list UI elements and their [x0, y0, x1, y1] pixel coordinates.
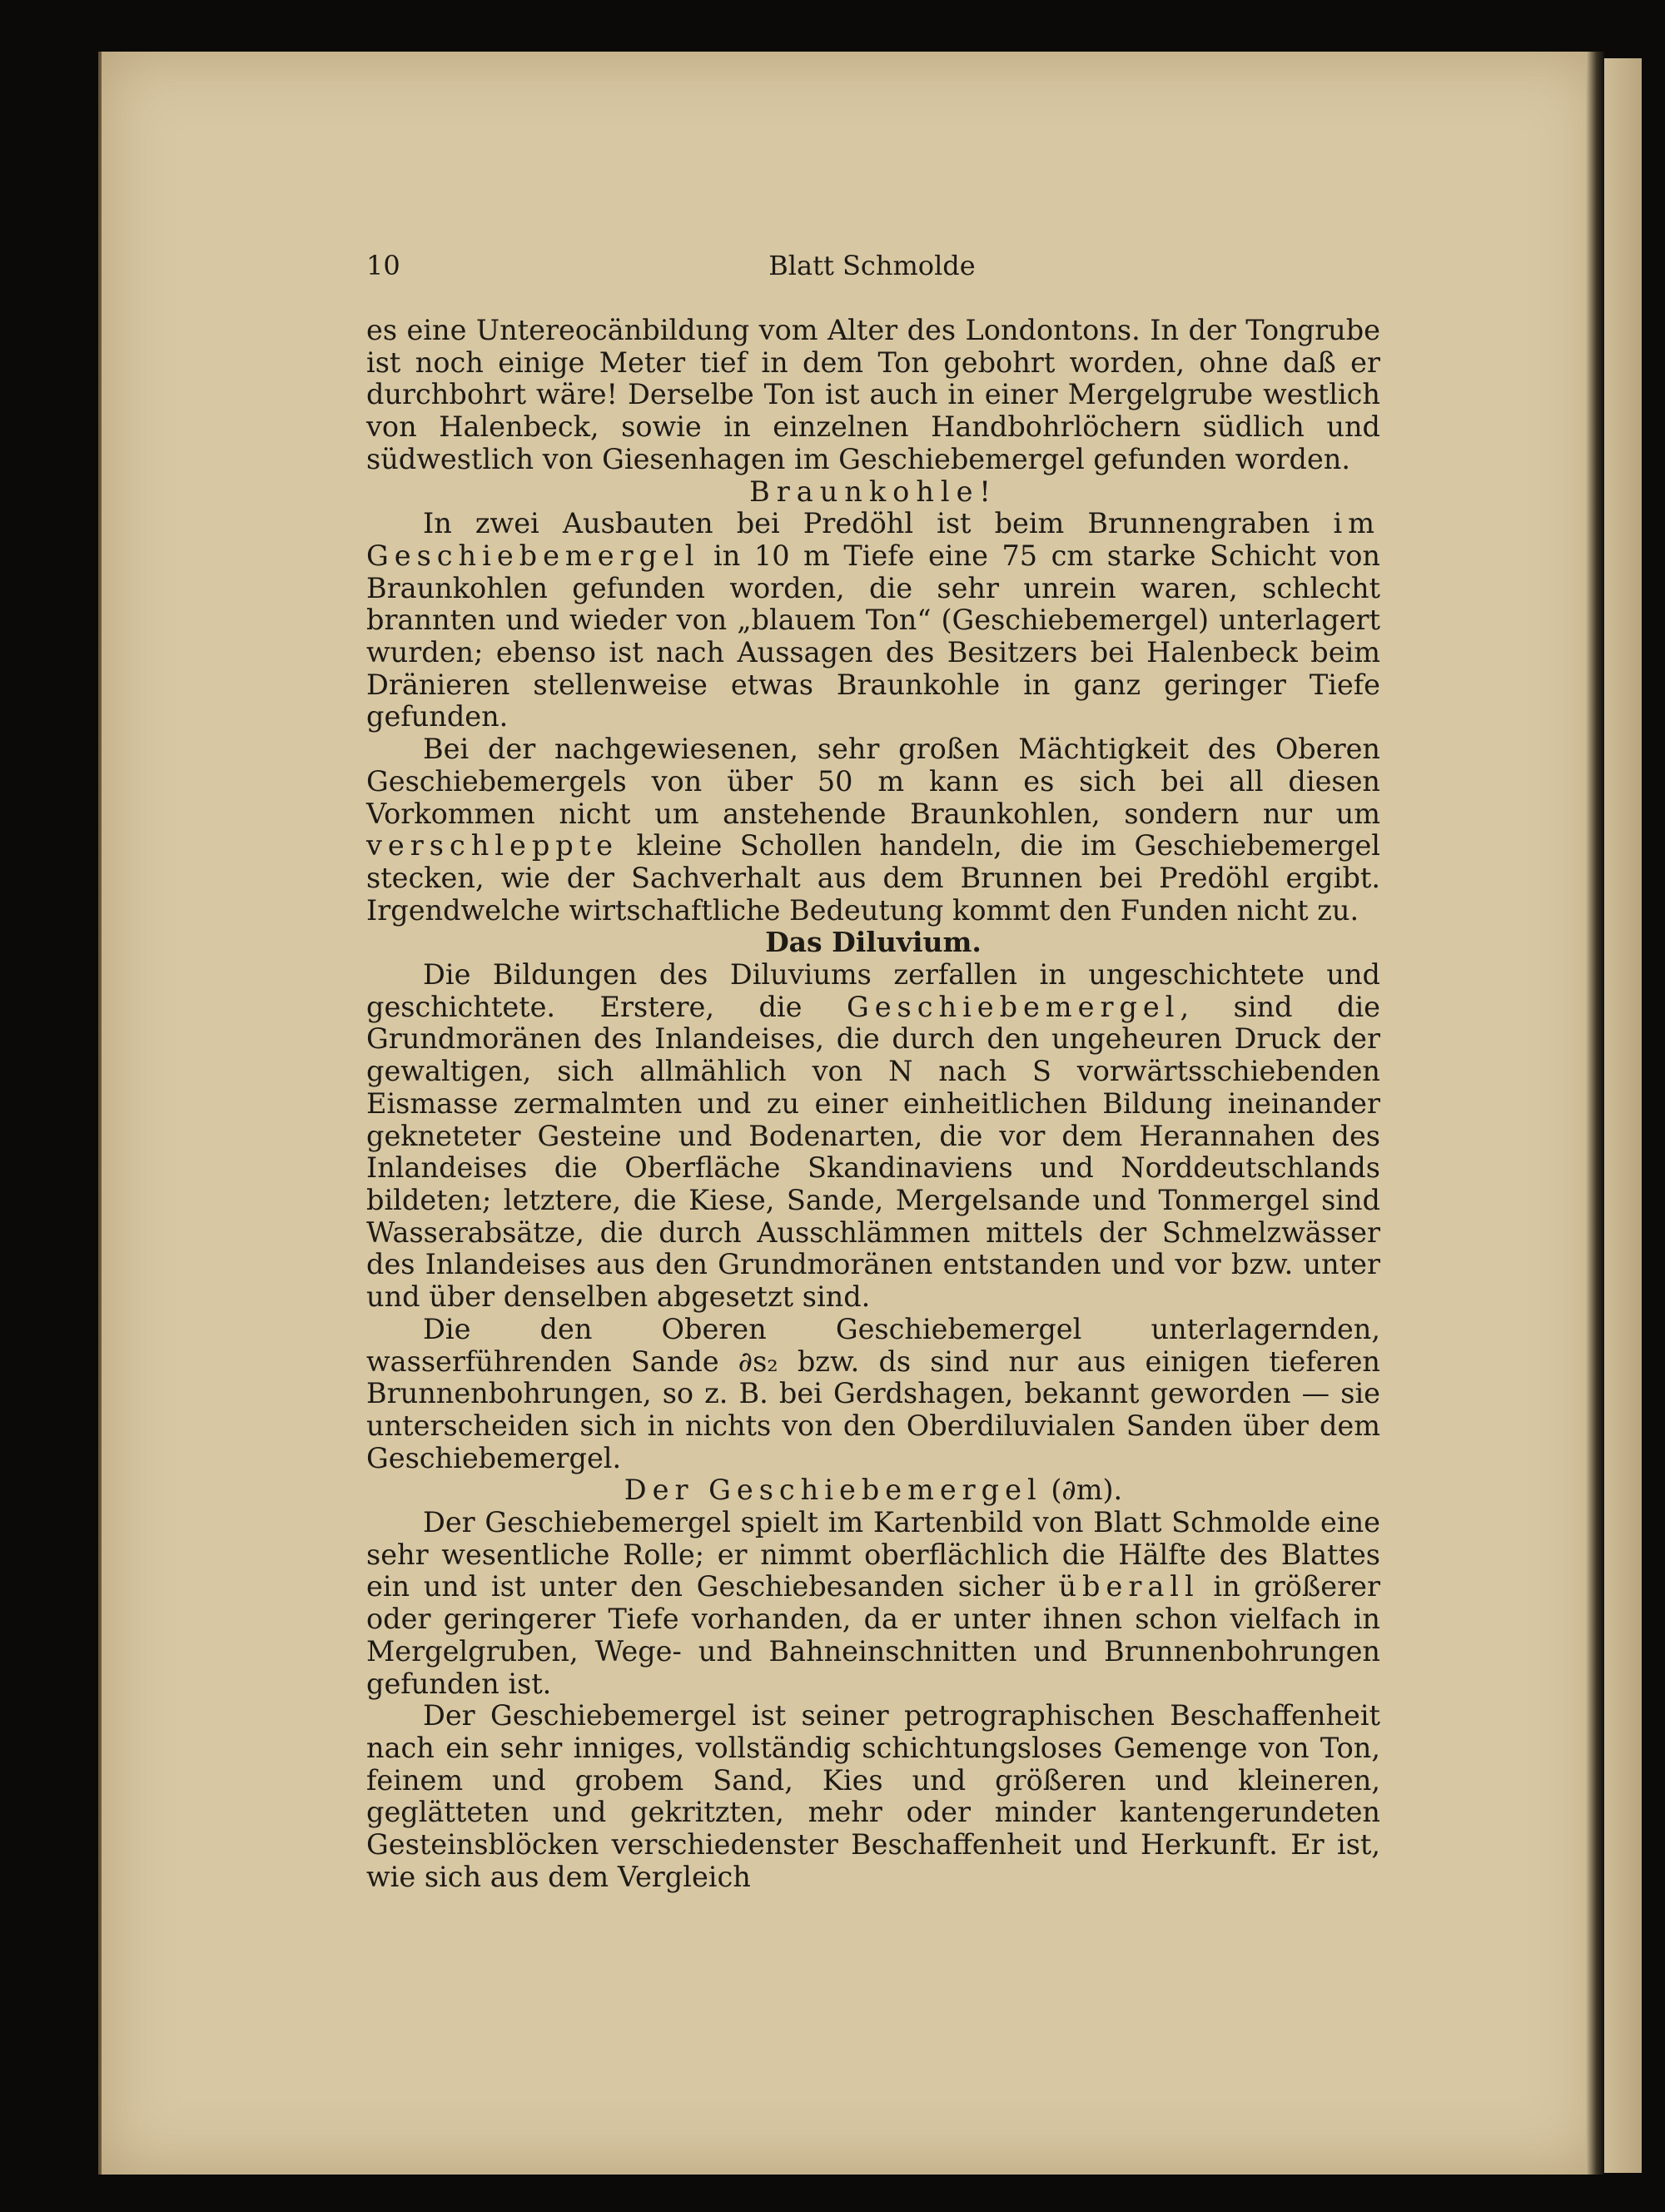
paragraph-diluvium-2: Die den Oberen Geschiebemergel unterlagernden, wasserführenden Sande ∂s₂ bzw. ds sind nur aus einigen tieferen Brunnenbohrungen, so z. B. bei Gerdshagen, bekannt geworden — sie unterscheiden sich in nichts von den Oberdiluvialen Sanden über dem Geschiebemergel. [366, 1312, 1380, 1474]
paragraph-diluvium-1: Die Bildungen des Diluviums zerfallen in ungeschichtete und geschichtete. Erstere, die Geschiebemergel, sind die Grundmoränen des Inlandeises, die durch den ungeheuren Druck der gewaltigen, sich allmählich von N nach S vorwärtsschiebenden Eismasse zermalmten und zu einer einheitlichen Bildung ineinander gekneteter Gesteine und Bodenarten, die vor dem Herannahen des Inlandeises die Oberfläche Skandinaviens und Norddeutschlands bildeten; letztere, die Kiese, Sande, Mergelsande und Tonmergel sind Wasserabsätze, die durch Ausschlämmen mittels der Schmelzwässer des Inlandeises aus den Grundmoränen entstanden und vor bzw. unter und über denselben abgesetzt sind. [366, 958, 1380, 1314]
paragraph-braunkohle-2: Bei der nachgewiesenen, sehr großen Mächtigkeit des Oberen Geschiebemergels von über 50 m kann es sich bei all diesen Vorkommen nicht um anstehende Braunkohlen, sondern nur um verschleppte kleine Schollen handeln, die im Geschiebemergel stecken, wie der Sachverhalt aus dem Brunnen bei Predöhl ergibt. Irgendwelche wirtschaftliche Bedeutung kommt den Funden nicht zu. [366, 733, 1380, 927]
page-gutter [1586, 52, 1604, 2175]
page-body [366, 315, 1380, 1893]
paragraph-london-clay: es eine Untereocänbildung vom Alter des Londontons. In der Tongrube ist noch einige Meter tief in dem Ton gebohrt worden, ohne daß er durchbohrt wäre! Derselbe Ton ist auch in einer Mergelgrube westlich von Halenbeck, sowie in einzelnen Handbohrlöchern südlich und südwestlich von Giesenhagen im Geschiebemergel gefunden worden. [366, 314, 1380, 475]
heading-braunkohle: Braunkohle! [749, 475, 997, 508]
paragraph-geschiebemergel-1: Der Geschiebemergel spielt im Kartenbild von Blatt Schmolde eine sehr wesentliche Rolle; er nimmt oberflächlich die Hälfte des Blattes ein und ist unter den Geschiebesanden sicher überall in größerer oder geringerer Tiefe vorhanden, da er unter ihnen schon vielfach in Mergelgruben, Wege- und Bahneinschnitten und Brunnenbohrungen gefunden ist. [366, 1506, 1380, 1700]
running-title: Blatt Schmolde [768, 250, 976, 281]
paragraph-geschiebemergel-2: Der Geschiebemergel ist seiner petrographischen Beschaffenheit nach ein sehr inniges, vollständig schichtungsloses Gemenge von Ton, feinem und grobem Sand, Kies und größeren und kleineren, geglätteten und gekritzten, mehr oder minder kantengerundeten Gesteinsblöcken verschiedenster Beschaffenheit und Herkunft. Er ist, wie sich aus dem Vergleich [366, 1699, 1380, 1893]
spaced-term: verschleppte [366, 829, 619, 862]
heading-diluvium: Das Diluvium. [765, 926, 982, 959]
next-page-edge [1604, 58, 1642, 2173]
paragraph-braunkohle-1: In zwei Ausbauten bei Predöhl ist beim Brunnengraben im Geschiebemergel in 10 m Tiefe eine 75 cm starke Schicht von Braunkohlen gefunden worden, die sehr unrein waren, schlecht brannten und wieder von „blauem Ton“ (Geschiebemergel) unterlagert wurden; ebenso ist nach Aussagen des Besitzers bei Halenbeck beim Dränieren stellenweise etwas Braunkohle in ganz geringer Tiefe gefunden. [366, 507, 1380, 733]
spaced-term: im Geschiebemergel [366, 507, 1380, 572]
page-header [366, 250, 1378, 291]
heading-geschiebemergel: Der Geschiebemergel (∂m). [624, 1474, 1123, 1507]
spaced-term: Geschiebemergel [846, 990, 1180, 1023]
page-number: 10 [366, 250, 400, 281]
spaced-term: überall [1058, 1570, 1200, 1603]
